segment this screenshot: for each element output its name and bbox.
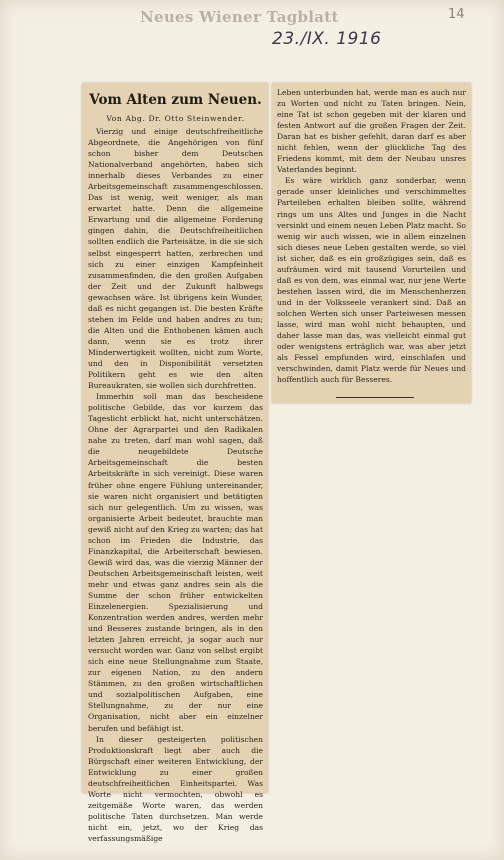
article-headline: Vom Alten zum Neuen. xyxy=(89,92,262,108)
article-left-column xyxy=(88,90,263,844)
article-end-rule xyxy=(336,397,414,398)
article-paragraph: Immerhin soll man das bescheidene politische Gebilde, das vor kurzem das Tageslicht erblickt hat, nicht unterschätzen. Ohne der Agrarpartei und den Radikalen nahe zu treten, darf man wohl sagen, daß die neugebildete Deutsche Arbeitsgemeinschaft die besten Arbeitskräfte in sich vereinigt. Diese waren früher ohne engere Fühlung untereinander, sie waren nicht organisiert und betätigten sich nur gelegentlich. Um zu wissen, was organisierte Arbeit bedeutet, brauchte man gewiß nicht auf den Krieg zu warten; das hat schon im Frieden die Industrie, das Finanzkapital, die Arbeiterschaft bewiesen. Gewiß wird das, was die vierzig Männer der Deutschen Arbeitsgemeinschaft leisten, weit mehr und etwas ganz andres sein als die Summe der schon früher entwickelten Einzelenergien. Spezialisierung und Konzentration werden andres, werden mehr und Besseres zustande bringen, als in den letzten Jahren erreicht, ja sogar auch nur versucht worden war. Ganz von selbst ergibt sich eine neue Stellungnahme zum Staate, zur eigenen Nation, zu den andern Stämmen, zu den großen wirtschaftlichen und sozialpolitischen Aufgaben, eine Stellungnahme, zu der nur eine Organisation, nicht aber ein einzelner berufen und befähigt ist. xyxy=(88,392,263,733)
article-paragraph: Vierzig und einige deutschfreiheitliche Abgeordnete, die Angehörigen von fünf schon bisher dem Deutschen Nationalverband angehörten, haben sich innerhalb dieses Verbandes zu einer Arbeitsgemeinschaft zusammengeschlossen. Das ist wenig, weit weniger, als man erwartet hatte. Denn die allgemeine Erwartung und die allgemeine Forderung gingen dahin, die Deutschfreiheitlichen sollten endlich die Parteisätze, in die sie sich selbst eingesperrt hatten, zerbrechen und sich zu einer einzigen Kampfeinheit zusammenfinden, die den großen Aufgaben der Zeit und der Zukunft halbwegs gewachsen wäre. Ist übrigens kein Wunder, daß es nicht gegangen ist. Die besten Kräfte stehen im Felde und haben andres zu tun; die Alten und die Enthobenen kämen auch dann, wenn sie es trotz ihrer Minderwertigkeit wollten, nicht zum Worte, und den in Disponibilität versetzten Politikern geht es wie den alten Bureaukraten, sie wollen sich durchfretten. xyxy=(88,127,263,391)
newspaper-stamp: Neues Wiener Tagblatt xyxy=(140,8,339,26)
article-paragraph: Es wäre wirklich ganz sonderbar, wenn gerade unser kleinliches und verschimmeltes Parteileben erhalten bleiben sollte, während rings um uns Altes und Junges in die Nacht versinkt und einem neuen Leben Platz macht. So wenig wir auch wissen, wie in allem einzelnen sich dieses neue Leben gestalten werde, so viel ist sicher, daß es ein großzügiges sein, daß es aufräumen wird mit tausend Vorurteilen und daß es von dem, was einmal war, nur jene Werte bestehen lassen wird, die im Menschenherzen und in der Volksseele verankert sind. Daß an solchen Werten sich unser Parteiwesen messen lasse, wird man wohl nicht behaupten, und daher lasse man das, was vielleicht einmal gut oder wenigstens erträglich war, was aber jetzt als Fessel empfunden wird, einschlafen und verschwinden, damit Platz werde für Neues und hoffentlich auch für Besseres. xyxy=(277,176,467,385)
article-right-column xyxy=(277,87,466,385)
page-number: 14 xyxy=(448,7,465,22)
handwritten-date: 23./IX. 1916 xyxy=(272,29,382,49)
article-byline: Von Abg. Dr. Otto Steinwender. xyxy=(106,114,245,123)
article-paragraph: Leben unterbunden hat, werde man es auch nur zu Worten und nicht zu Taten bringen. Nein, eine Tat ist schon gegeben mit der klaren und festen Antwort auf die großen Fragen der Zeit. Daran hat es bisher gefehlt, daran darf es aber nicht fehlen, wenn der glückliche Tag des Friedens kommt, mit dem der Neubau unsres Vaterlandes beginnt. xyxy=(277,88,466,175)
article-paragraph: In dieser gesteigerten politischen Produktionskraft liegt aber auch die Bürgschaft einer weiteren Entwicklung, der Entwicklung zu einer großen deutschfreiheitlichen Einheitspartei. Was Worte nicht vermochten, obwohl es zeitgemäße Worte waren, das werden politische Taten durchsetzen. Man werde nicht ein, jetzt, wo der Krieg das verfassungsmäßige xyxy=(88,734,263,843)
